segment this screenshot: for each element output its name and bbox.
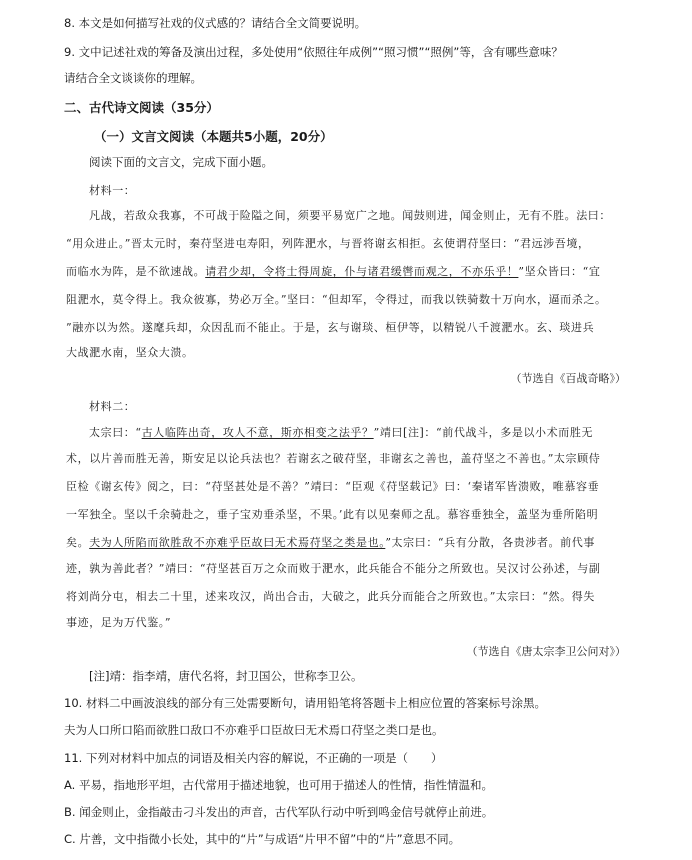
material1-line2: “用众进止。”晋太元时，秦苻坚进屯寿阳，列阵淝水，与晋将谢玄相拒。玄使谓苻坚曰：“君远涉吾境， (66, 237, 590, 250)
question-10-line2: 夫为人口所口陷而欲胜口敌口不亦难乎口臣故曰无术焉口苻坚之类口是也。 (64, 723, 444, 737)
material2-line4: 一军独全。坚以千余骑赴之，垂子宝劝垂杀坚，不果。’此有以见秦师之乱。慕容垂独全，盖坚为垂所陷明 (66, 508, 599, 521)
material1-source: （节选自《百战奇略》） (510, 372, 626, 385)
material2-line5-b: ”太宗曰：“兵有分散，各贵涉者。前代事 (385, 536, 595, 549)
material2-note: [注]靖：指李靖，唐代名将，封卫国公，世称李卫公。 (89, 669, 363, 683)
material1-line6: 大战淝水南，坚众大溃。 (66, 346, 194, 359)
option-a: A. 平易，指地形平坦，古代常用于描述地貌，也可用于描述人的性情，指性情温和。 (64, 778, 493, 792)
material2-line2: 术，以片善而胜无善，斯安足以论兵法也？若谢玄之破苻坚，非谢玄之善也，盖苻坚之不善也。”太宗顾侍 (66, 452, 601, 465)
material2-line8: 事迹，足为万代鉴。” (66, 616, 172, 629)
material1-line4: 阻淝水，莫令得上。我众彼寡，势必万全。”坚曰：“但却军，令得过，而我以铁骑数十万向水，逼而杀之。 (66, 293, 607, 306)
material2-line1 (89, 424, 593, 440)
section-title: 二、古代诗文阅读（35分） (64, 100, 219, 115)
material1-underlined: 请君少却，令将士得周旋，仆与诸君缓辔而观之，不亦乐乎！ (205, 265, 519, 278)
material2-line1-a: 太宗曰：“ (89, 426, 142, 439)
material1-line3-b: ”坚众皆曰：“宜 (518, 265, 601, 278)
material1-label: 材料一： (89, 184, 136, 197)
material1-line1: 凡战，若敌众我寡，不可战于险隘之间，须要平易宽广之地。闻鼓则进，闻金则止，无有不胜。法曰： (89, 209, 611, 222)
material2-underlined-1: 古人临阵出奇，攻人不意，斯亦相变之法乎？ (141, 426, 374, 439)
material2-line5 (66, 534, 595, 550)
material1-line5: ”融亦以为然。遂麾兵却，众因乱而不能止。于是，玄与谢琰、桓伊等，以精锐八千渡淝水。玄、琰进兵 (66, 321, 595, 334)
material2-wavy-underlined: 夫为人所陷而欲胜敌不亦难乎臣故曰无术焉苻坚之类是也。 (89, 536, 386, 549)
section-subtitle: （一）文言文阅读（本题共5小题，20分） (94, 129, 333, 144)
question-11: 11. 下列对材料中加点的词语及相关内容的解说，不正确的一项是（ ） (64, 751, 443, 765)
material1-line3-a: 而临水为阵，是不欲速战。 (66, 265, 206, 278)
instruction: 阅读下面的文言文，完成下面小题。 (89, 155, 273, 169)
material2-source: （节选自《唐太宗李卫公问对》） (466, 645, 626, 658)
question-9-line2: 请结合全文谈谈你的理解。 (64, 71, 202, 85)
question-8: 8. 本文是如何描写社戏的仪式感的？请结合全文简要说明。 (64, 16, 367, 30)
option-b: B. 闻金则止，金指敲击刁斗发出的声音，古代军队行动中听到鸣金信号就停止前进。 (64, 805, 494, 819)
material2-line7: 将刘尚分屯，相去二十里，述来攻汉，尚出合击，大破之，此兵分而能合之所致也。”太宗曰：“然。得失 (66, 590, 595, 603)
option-c: C. 片善，文中指微小长处，其中的“片”与成语“片甲不留”中的“片”意思不同。 (64, 832, 461, 846)
material2-line5-a: 矣。 (66, 536, 90, 549)
material2-line3: 臣检《谢玄传》阅之，曰：“苻坚甚处是不善？”靖曰：“臣观《苻坚载记》曰：‘秦诸军皆溃败，唯慕容垂 (66, 480, 600, 493)
material2-line6: 迹，孰为善此者？”靖曰：“苻坚甚百万之众而败于淝水，此兵能合不能分之所致也。吴汉讨公孙述，与副 (66, 562, 601, 575)
material2-line1-b: ”靖曰[注]：“前代战斗，多是以小术而胜无 (373, 426, 594, 439)
question-9-line1: 9. 文中记述社戏的筹备及演出过程，多处使用“依照往年成例”“照习惯”“照例”等，含有哪些意味？ (64, 45, 563, 59)
material1-line3 (66, 263, 600, 279)
question-10-line1: 10. 材料二中画波浪线的部分有三处需要断句，请用铅笔将答题卡上相应位置的答案标号涂黑。 (64, 696, 546, 710)
material2-label: 材料二： (89, 400, 136, 413)
